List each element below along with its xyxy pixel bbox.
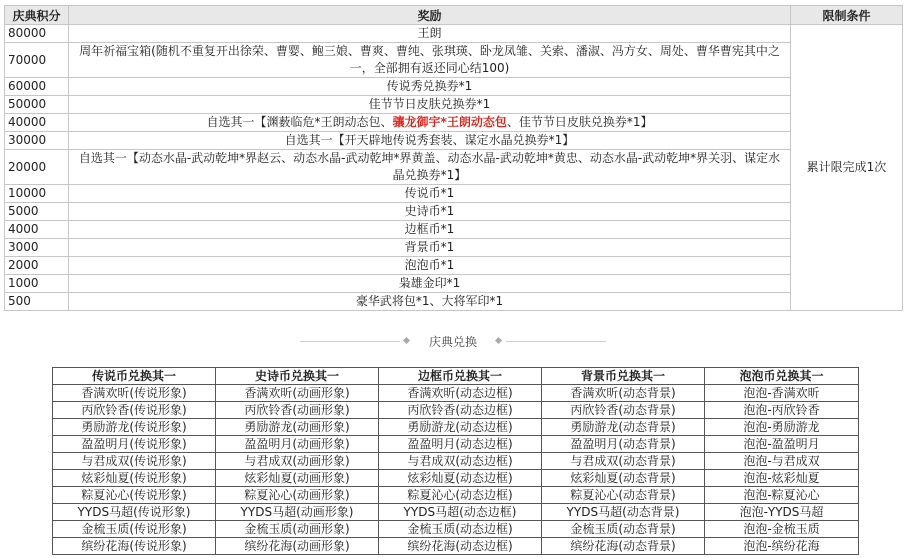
table-row [5,132,903,150]
exchange-cell: 丙欣铃香(动画形象) [216,402,379,419]
section-title: 庆典兑换 [428,335,477,349]
table-row [5,114,903,132]
reward-cell: 枭雄金印*1 [69,275,791,293]
points-cell: 80000 [5,25,69,43]
table-row [5,257,903,275]
table-row [53,419,859,436]
table-row [53,402,859,419]
exchange-cell: 泡泡-与君成双 [705,453,859,470]
exchange-header-row [53,368,859,385]
exchange-cell: 盈盈明月(动画形象) [216,436,379,453]
exchange-cell: 盈盈明月(动态背景) [542,436,705,453]
exchange-cell: 金梳玉质(传说形象) [53,521,216,538]
points-cell: 4000 [5,221,69,239]
points-cell: 70000 [5,43,69,78]
exchange-body [53,385,859,555]
exchange-cell: 粽夏沁心(动态边框) [379,487,542,504]
table-row [5,43,903,78]
header-limit: 限制条件 [791,6,903,25]
reward-cell: 传说币*1 [69,185,791,203]
exchange-cell: 泡泡-粽夏沁心 [705,487,859,504]
exchange-cell: 金梳玉质(动态背景) [542,521,705,538]
exchange-cell: 勇励游龙(传说形象) [53,419,216,436]
exchange-cell: 盈盈明月(传说形象) [53,436,216,453]
exchange-cell: 缤纷花海(动态背景) [542,538,705,555]
divider-line-right [506,341,606,342]
exchange-cell: 与君成双(动态背景) [542,453,705,470]
table-row [5,150,903,185]
exchange-cell: 与君成双(传说形象) [53,453,216,470]
exchange-cell: 泡泡-YYDS马超 [705,504,859,521]
exchange-cell: 粽夏沁心(动态背景) [542,487,705,504]
header-reward: 奖励 [69,6,791,25]
section-divider [0,332,906,350]
reward-cell: 豪华武将包*1、大将军印*1 [69,293,791,311]
exchange-cell: 炫彩灿夏(动画形象) [216,470,379,487]
header-bubble-coin: 泡泡币兑换其一 [705,368,859,385]
points-cell: 1000 [5,275,69,293]
exchange-cell: 勇励游龙(动态背景) [542,419,705,436]
reward-cell: 边框币*1 [69,221,791,239]
exchange-cell: 炫彩灿夏(动态边框) [379,470,542,487]
points-cell: 20000 [5,150,69,185]
header-epic-coin: 史诗币兑换其一 [216,368,379,385]
exchange-cell: 香满欢昕(传说形象) [53,385,216,402]
reward-cell: 周年祈福宝箱(随机不重复开出徐荣、曹婴、鲍三娘、曹爽、曹纯、张琪瑛、卧龙凤雏、关索、潘淑、冯方女、周处、曹华曹宪其中之一，全部拥有返还同心结100) [69,43,791,78]
exchange-cell: 泡泡-丙欣铃香 [705,402,859,419]
exchange-cell: 与君成双(动态边框) [379,453,542,470]
exchange-cell: 粽夏沁心(传说形象) [53,487,216,504]
exchange-cell: 丙欣铃香(动态边框) [379,402,542,419]
exchange-cell: 香满欢昕(动态背景) [542,385,705,402]
table-row [5,293,903,311]
exchange-table [52,367,859,555]
header-legend-coin: 传说币兑换其一 [53,368,216,385]
table-row [53,504,859,521]
table-row [5,203,903,221]
table-row [5,275,903,293]
reward-cell: 史诗币*1 [69,203,791,221]
table-row [53,470,859,487]
table-row [5,96,903,114]
table-row [53,385,859,402]
exchange-cell: 泡泡-勇励游龙 [705,419,859,436]
exchange-cell: 炫彩灿夏(动态背景) [542,470,705,487]
table-row [5,221,903,239]
reward-cell: 自选其一【开天辟地传说秀套装、谋定水晶兑换券*1】 [69,132,791,150]
exchange-cell: 缤纷花海(传说形象) [53,538,216,555]
table-row [5,78,903,96]
reward-cell: 自选其一【动态水晶-武动乾坤*界赵云、动态水晶-武动乾坤*界黄盖、动态水晶-武动乾坤*黄忠、动态水晶-武动乾坤*界关羽、谋定水晶兑换券*1】 [69,150,791,185]
header-points: 庆典积分 [5,6,69,25]
exchange-cell: 金梳玉质(动画形象) [216,521,379,538]
points-cell: 50000 [5,96,69,114]
table-row [5,239,903,257]
reward-cell: 佳节节日皮肤兑换券*1 [69,96,791,114]
points-cell: 30000 [5,132,69,150]
exchange-cell: 泡泡-金梳玉质 [705,521,859,538]
exchange-cell: 泡泡-缤纷花海 [705,538,859,555]
reward-cell: 背景币*1 [69,239,791,257]
exchange-cell: 香满欢昕(动态边框) [379,385,542,402]
points-cell: 5000 [5,203,69,221]
exchange-cell: YYDS马超(传说形象) [53,504,216,521]
points-cell: 500 [5,293,69,311]
exchange-cell: 缤纷花海(动态边框) [379,538,542,555]
exchange-cell: 炫彩灿夏(传说形象) [53,470,216,487]
exchange-cell: 泡泡-香满欢昕 [705,385,859,402]
exchange-cell: 粽夏沁心(动画形象) [216,487,379,504]
rewards-table [4,5,903,311]
exchange-cell: 缤纷花海(动画形象) [216,538,379,555]
exchange-cell: 香满欢昕(动画形象) [216,385,379,402]
header-frame-coin: 边框币兑换其一 [379,368,542,385]
exchange-cell: 丙欣铃香(动态背景) [542,402,705,419]
table-row [53,453,859,470]
table-row [5,25,903,43]
reward-text: 、佳节节日皮肤兑换券*1】 [506,115,653,129]
limit-cell: 累计限完成1次 [791,25,903,311]
table-row [53,436,859,453]
exchange-cell: 泡泡-盈盈明月 [705,436,859,453]
reward-text: 自选其一【渊薮临危*王朗动态包、 [206,115,393,129]
reward-cell: 传说秀兑换券*1 [69,78,791,96]
exchange-cell: 泡泡-炫彩灿夏 [705,470,859,487]
table-row [53,538,859,555]
reward-cell [69,114,791,132]
exchange-cell: YYDS马超(动画形象) [216,504,379,521]
reward-cell: 泡泡币*1 [69,257,791,275]
exchange-cell: YYDS马超(动态边框) [379,504,542,521]
table-row [53,487,859,504]
table-row [53,521,859,538]
points-cell: 10000 [5,185,69,203]
exchange-cell: 丙欣铃香(传说形象) [53,402,216,419]
points-cell: 2000 [5,257,69,275]
highlight-reward-text: 骧龙御宇*王朗动态包 [392,115,507,129]
exchange-cell: 盈盈明月(动态边框) [379,436,542,453]
points-cell: 3000 [5,239,69,257]
exchange-cell: 金梳玉质(动态边框) [379,521,542,538]
points-cell: 40000 [5,114,69,132]
points-cell: 60000 [5,78,69,96]
exchange-cell: 勇励游龙(动画形象) [216,419,379,436]
rewards-header-row [5,6,903,25]
exchange-cell: YYDS马超(动态背景) [542,504,705,521]
exchange-cell: 与君成双(动画形象) [216,453,379,470]
exchange-cell: 勇励游龙(动态边框) [379,419,542,436]
reward-cell: 王朗 [69,25,791,43]
header-background-coin: 背景币兑换其一 [542,368,705,385]
table-row [5,185,903,203]
